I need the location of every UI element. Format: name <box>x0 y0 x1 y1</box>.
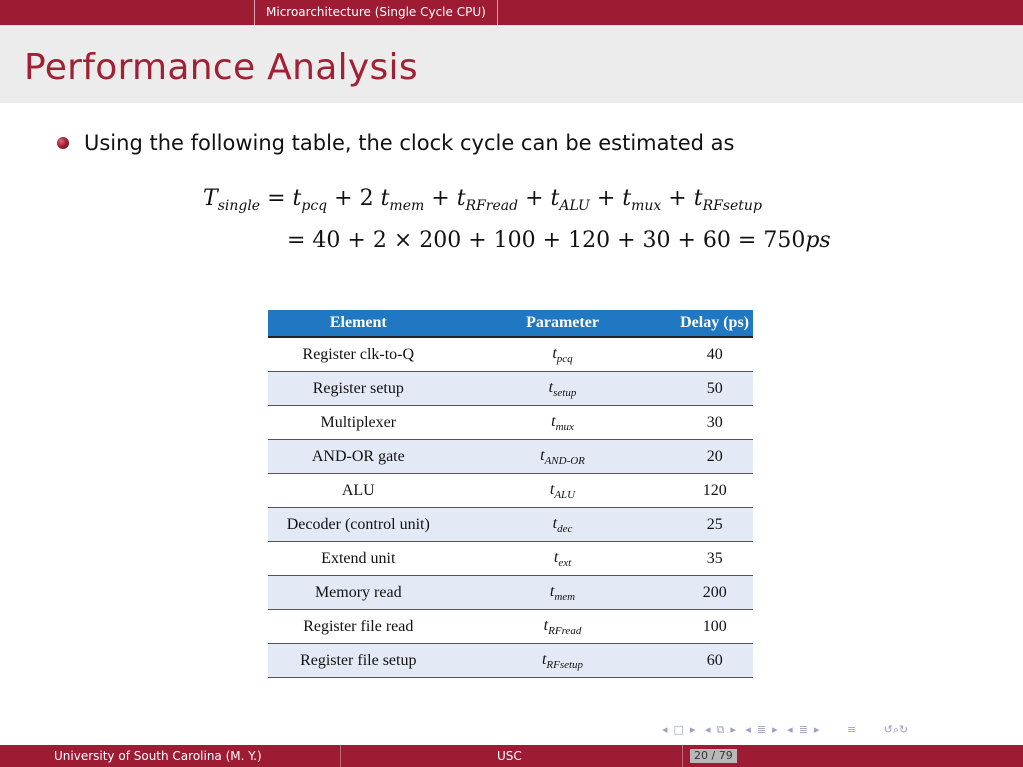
eq-term-sub: pcq <box>301 198 328 214</box>
param-sub: ext <box>558 556 572 569</box>
cell-delay: 120 <box>676 474 753 508</box>
eq-term: t <box>456 186 466 211</box>
footer-divider <box>340 745 341 767</box>
cell-parameter <box>449 644 677 678</box>
eq-term: t <box>292 186 302 211</box>
table-row <box>268 474 753 508</box>
nav-prev-slide-icon[interactable]: ◂ <box>704 723 711 736</box>
navigation-bar <box>662 723 914 737</box>
nav-prev-section-icon[interactable]: ◂ <box>745 723 751 736</box>
nav-prev-frame-icon[interactable]: ◂ <box>662 723 668 736</box>
eq-term-sub: RFread <box>465 198 519 214</box>
eq-lhs-sub: single <box>217 198 261 214</box>
header-bar <box>0 0 1023 25</box>
eq-coef: 2 <box>359 186 374 211</box>
col-header-element: Element <box>268 310 449 337</box>
param-sub: pcq <box>556 352 573 365</box>
table-row <box>268 508 753 542</box>
param-symbol: t <box>553 548 559 566</box>
cell-delay: 30 <box>676 406 753 440</box>
param-symbol: t <box>541 650 547 668</box>
table-row <box>268 337 753 372</box>
param-sub: ALU <box>554 488 576 501</box>
param-symbol: t <box>552 344 557 362</box>
eq-term: t <box>380 186 390 211</box>
section-title[interactable]: Microarchitecture (Single Cycle CPU) <box>254 0 498 25</box>
slide-title: Performance Analysis <box>24 47 418 88</box>
eq-term: t <box>622 186 632 211</box>
footer-bar <box>0 745 1023 767</box>
nav-frame-icon[interactable]: □ <box>673 723 684 736</box>
page-number: 20 / 79 <box>690 749 737 763</box>
param-sub: setup <box>553 386 577 399</box>
col-header-delay: Delay (ps) <box>676 310 753 337</box>
param-symbol: t <box>549 480 555 498</box>
eq-unit: ps <box>805 228 831 253</box>
cell-element: Multiplexer <box>268 406 449 440</box>
table-row <box>268 440 753 474</box>
param-symbol: t <box>552 514 558 532</box>
table-header-row <box>268 310 753 337</box>
cell-parameter <box>449 542 677 576</box>
nav-next-slide-icon[interactable]: ▸ <box>730 723 736 736</box>
table-row <box>268 542 753 576</box>
cell-delay: 200 <box>676 576 753 610</box>
param-symbol: t <box>543 616 549 634</box>
cell-element: Memory read <box>268 576 449 610</box>
cell-parameter <box>449 440 677 474</box>
footer-institution: USC <box>497 749 522 763</box>
bullet-text: Using the following table, the clock cycle can be estimated as <box>84 131 735 155</box>
eq-term: t <box>550 186 560 211</box>
nav-next-frame-icon[interactable]: ▸ <box>689 723 696 736</box>
nav-outline-icon[interactable]: ≡ <box>846 723 857 736</box>
eq-term-sub: mux <box>631 198 662 214</box>
nav-subsection-icon[interactable]: ≣ <box>798 723 808 736</box>
eq-term-sub: ALU <box>559 198 590 214</box>
cell-delay: 35 <box>676 542 753 576</box>
cell-parameter <box>449 576 677 610</box>
param-sub: RFread <box>548 624 582 637</box>
bullet-icon <box>57 137 69 149</box>
eq-term-sub: mem <box>389 198 425 214</box>
bullet-item <box>57 131 734 155</box>
cell-parameter <box>449 508 677 542</box>
param-sub: AND-OR <box>544 454 585 467</box>
cell-delay: 25 <box>676 508 753 542</box>
param-symbol: t <box>551 412 556 430</box>
cell-element: Register clk-to-Q <box>268 337 449 372</box>
table-row <box>268 406 753 440</box>
nav-section-icon[interactable]: ≣ <box>756 723 767 736</box>
cell-element: Register file read <box>268 610 449 644</box>
cell-parameter <box>449 337 677 372</box>
cell-element: Register file setup <box>268 644 449 678</box>
delay-table <box>268 310 753 678</box>
param-sub: RFsetup <box>546 658 584 671</box>
col-header-parameter: Parameter <box>449 310 677 337</box>
param-symbol: t <box>548 378 554 396</box>
cell-delay: 100 <box>676 610 753 644</box>
cell-delay: 40 <box>676 337 753 372</box>
table-row <box>268 372 753 406</box>
eq-lhs: T <box>203 186 218 211</box>
eq-result: = 40 + 2 × 200 + 100 + 120 + 30 + 60 = 750 <box>287 228 806 253</box>
cell-parameter <box>449 372 677 406</box>
nav-search-icon[interactable]: ↺⌕↻ <box>883 723 909 736</box>
table-row <box>268 610 753 644</box>
cell-delay: 60 <box>676 644 753 678</box>
equation-line-2 <box>287 228 831 253</box>
cell-element: Register setup <box>268 372 449 406</box>
cell-delay: 20 <box>676 440 753 474</box>
param-symbol: t <box>549 582 555 600</box>
cell-element: ALU <box>268 474 449 508</box>
eq-term-sub: RFsetup <box>702 198 762 214</box>
nav-next-subsection-icon[interactable]: ▸ <box>813 723 820 736</box>
table-row <box>268 644 753 678</box>
eq-term: t <box>693 186 703 211</box>
cell-delay: 50 <box>676 372 753 406</box>
cell-element: Decoder (control unit) <box>268 508 449 542</box>
cell-element: AND-OR gate <box>268 440 449 474</box>
nav-slide-icon[interactable]: ⧉ <box>716 723 725 736</box>
footer-divider <box>682 745 683 767</box>
nav-next-section-icon[interactable]: ▸ <box>772 723 778 736</box>
cell-parameter <box>449 610 677 644</box>
param-sub: mem <box>554 590 576 603</box>
cell-element: Extend unit <box>268 542 449 576</box>
title-band <box>0 25 1023 103</box>
param-sub: dec <box>557 522 573 535</box>
param-sub: mux <box>555 420 574 433</box>
nav-prev-subsection-icon[interactable]: ◂ <box>787 723 793 736</box>
cell-parameter <box>449 474 677 508</box>
table-row <box>268 576 753 610</box>
cell-parameter <box>449 406 677 440</box>
param-symbol: t <box>540 446 545 464</box>
equation-line-1: $T_{single} = t_{pcq} + 2$ $t_{mem} + t_{RFread} + t_{ALU} + t_{mux} + t_{RFsetup}$ <box>203 186 762 214</box>
footer-author: University of South Carolina (M. Y.) <box>54 749 262 763</box>
